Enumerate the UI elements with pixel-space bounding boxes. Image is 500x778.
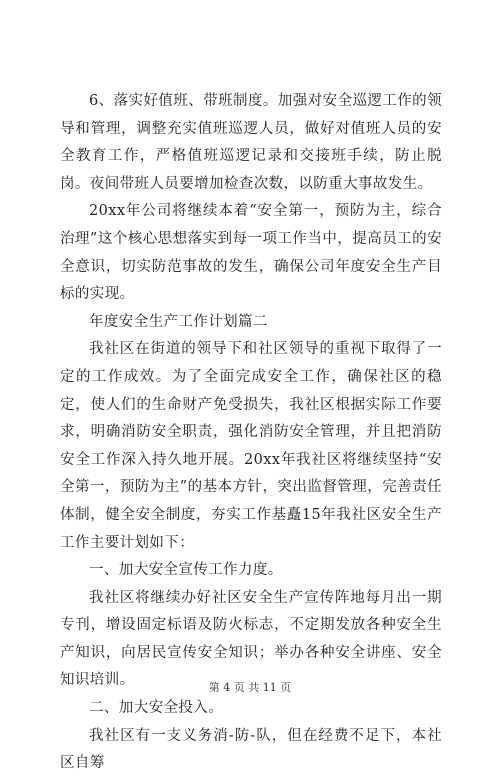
page-number-footer: 第 4 页 共 11 页 [208, 681, 292, 694]
section-heading-plan-two: 年度安全生产工作计划篇二 [89, 313, 268, 330]
paragraph-investment-details: 我社区有一支义务消-防-队，但在经费不足下，本社区自筹 [60, 727, 442, 772]
item-heading-publicity: 一、加大安全宣传工作力度。 [89, 562, 283, 579]
paragraph-duty-system: 6、落实好值班、带班制度。加强对安全巡逻工作的领导和管理，调整充实值班巡逻人员，做好对值班人员的安全教育工作，严格值班巡逻记录和交接班手续，防止脱岗。夜间带班人员要增加检查次数，以防重大事故发生。 [60, 93, 442, 192]
paragraph-community-overview: 我社区在街道的领导下和社区领导的重视下取得了一定的工作成效。为了全面完成安全工作，确保社区的稳定，使人们的生命财产免受损失，我社区根据实际工作要求，明确消防安全职责，强化消防安全管理，并且把消防安全工作深入持久地开展。20xx年我社区将继续坚持“安全第一，预防为主”的基本方针，突出监督管理，完善责任体制，健全安全制度，夯实工作基矗15年我社区安全生产工作主要计划如下： [60, 341, 442, 551]
paragraph-publicity-details: 我社区将继续办好社区安全生产宣传阵地每月出一期专刊，增设固定标语及防火标志，不定期发放各种安全生产知识，向居民宣传安全知识；举办各种安全讲座、安全知识培训。 [60, 589, 442, 689]
document-body [60, 88, 442, 778]
paragraph-company-safety-goal: 20xx年公司将继续本着“安全第一，预防为主，综合治理”这个核心思想落实到每一项工作当中，提高员工的安全意识，切实防范事故的发生，确保公司年度安全生产目标的实现。 [60, 203, 442, 303]
item-heading-investment: 二、加大安全投入。 [89, 700, 224, 717]
